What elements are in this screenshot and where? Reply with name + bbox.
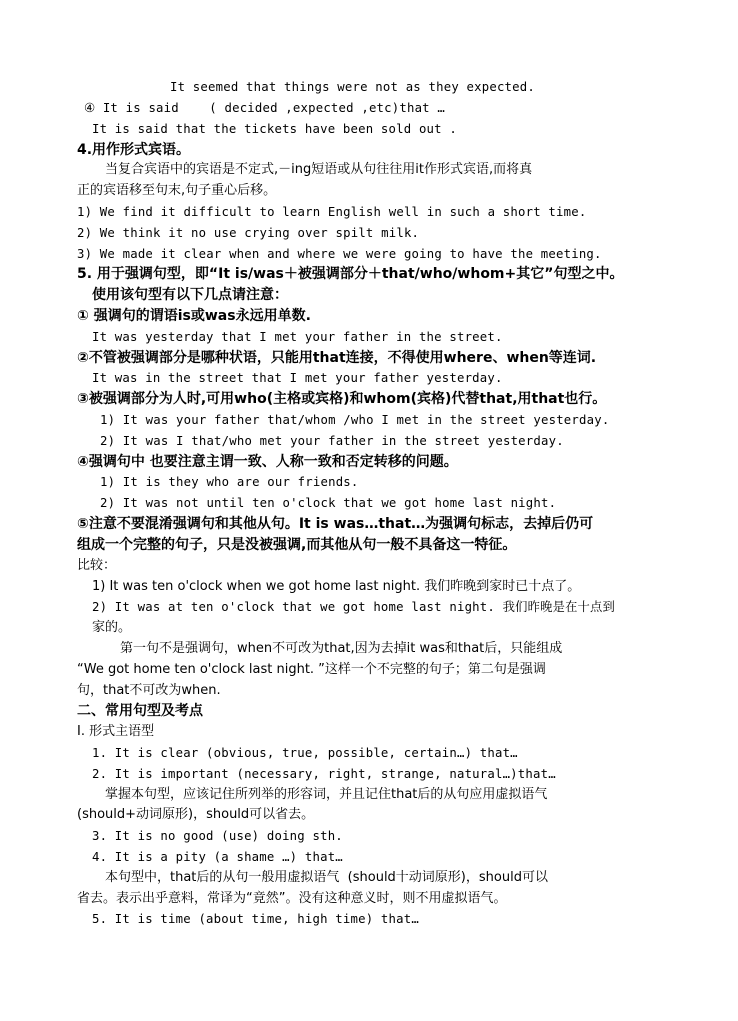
emphatic-notes-intro: 使用该句型有以下几点请注意： bbox=[92, 287, 288, 303]
emphatic-note-2: ②不管被强调部分是哪种状语，只能用that连接，不得使用where、when等连词. bbox=[77, 350, 597, 366]
compare-example-1: 1) It was ten o'clock when we got home last night. 我们昨晚到家时已十点了。 bbox=[92, 579, 581, 594]
example-it-seemed: It seemed that things were not as they expected. bbox=[170, 80, 535, 94]
pattern-it-is-said: ④ It is said ( decided ,expected ,etc)that … bbox=[84, 101, 445, 115]
pattern-it-is-time: 5. It is time (about time, high time) that… bbox=[92, 912, 419, 926]
example-made-it-clear: 3) We made it clear when and where we were going to have the meeting. bbox=[77, 247, 602, 261]
pattern-no-good-doing: 3. It is no good (use) doing sth. bbox=[92, 829, 343, 843]
pattern-important-note-line-1: 掌握本句型，应该记住所列举的形容词，并且记住that后的从句应用虚拟语气 bbox=[105, 787, 548, 802]
pattern-it-is-a-pity: 4. It is a pity (a shame …) that… bbox=[92, 850, 343, 864]
example-your-father: 1) It was your father that/whom /who I met in the street yesterday. bbox=[100, 413, 610, 427]
pattern-it-is-clear: 1. It is clear (obvious, true, possible, certain…) that… bbox=[92, 746, 518, 760]
compare-example-2-line-2: 家的。 bbox=[92, 620, 132, 635]
example-find-it-difficult: 1) We find it difficult to learn English well in such a short time. bbox=[77, 205, 587, 219]
emphatic-note-5-line-1: ⑤注意不要混淆强调句和其他从句。It is was…that…为强调句标志，去掉后仍可 bbox=[77, 516, 594, 532]
example-tickets-sold-out: It is said that the tickets have been sold out . bbox=[92, 122, 457, 136]
subsection-formal-subject: I. 形式主语型 bbox=[77, 724, 155, 739]
pattern-important-note-line-2: (should+动词原形)，should可以省去。 bbox=[77, 807, 315, 822]
pattern-pity-note-line-1: 本句型中，that后的从句一般用虚拟语气 (should十动词原形)，should可以 bbox=[105, 870, 548, 885]
section-heading-formal-object: 4.用作形式宾语。 bbox=[77, 142, 191, 158]
compare-explanation-line-2: “We got home ten o'clock last night. ”这样一个不完整的句子；第二句是强调 bbox=[77, 662, 546, 677]
paragraph-formal-object-line-2: 正的宾语移至句末,句子重心后移。 bbox=[77, 183, 277, 198]
emphatic-note-4: ④强调句中 也要注意主谓一致、人称一致和否定转移的问题。 bbox=[77, 454, 458, 470]
emphatic-note-1: ① 强调句的谓语is或was永远用单数. bbox=[77, 308, 311, 324]
pattern-it-is-important: 2. It is important (necessary, right, strange, natural…)that… bbox=[92, 767, 556, 781]
example-in-the-street: It was in the street that I met your father yesterday. bbox=[92, 371, 503, 385]
compare-explanation-line-1: 第一句不是强调句，when不可改为that,因为去掉it was和that后，只能组成 bbox=[120, 641, 563, 656]
emphatic-note-3: ③被强调部分为人时,可用who(主格或宾格)和whom(宾格)代替that,用that也行。 bbox=[77, 391, 607, 407]
example-it-is-they: 1) It is they who are our friends. bbox=[100, 475, 359, 489]
compare-explanation-line-3: 句，that不可改为when. bbox=[77, 683, 221, 698]
compare-example-2-line-1: 2) It was at ten o'clock that we got home last night. 我们昨晚是在十点到 bbox=[92, 600, 616, 614]
pattern-pity-note-line-2: 省去。表示出乎意料，常译为“竟然”。没有这种意义时，则不用虚拟语气。 bbox=[77, 891, 507, 906]
section-heading-common-patterns: 二、常用句型及考点 bbox=[77, 703, 203, 719]
compare-label: 比较： bbox=[77, 558, 117, 573]
example-not-until: 2) It was not until ten o'clock that we got home last night. bbox=[100, 496, 557, 510]
paragraph-formal-object-line-1: 当复合宾语中的宾语是不定式,－ing短语或从句往往用it作形式宾语,而将真 bbox=[105, 162, 533, 177]
example-it-was-i: 2) It was I that/who met your father in the street yesterday. bbox=[100, 434, 564, 448]
emphatic-note-5-line-2: 组成一个完整的句子，只是没被强调,而其他从句一般不具备这一特征。 bbox=[77, 537, 517, 553]
example-it-was-yesterday: It was yesterday that I met your father in the street. bbox=[92, 330, 503, 344]
section-heading-emphatic: 5. 用于强调句型，即“It is/was＋被强调部分＋that/who/whom+其它”句型之中。 bbox=[77, 266, 624, 282]
example-no-use-crying: 2) We think it no use crying over spilt milk. bbox=[77, 226, 420, 240]
